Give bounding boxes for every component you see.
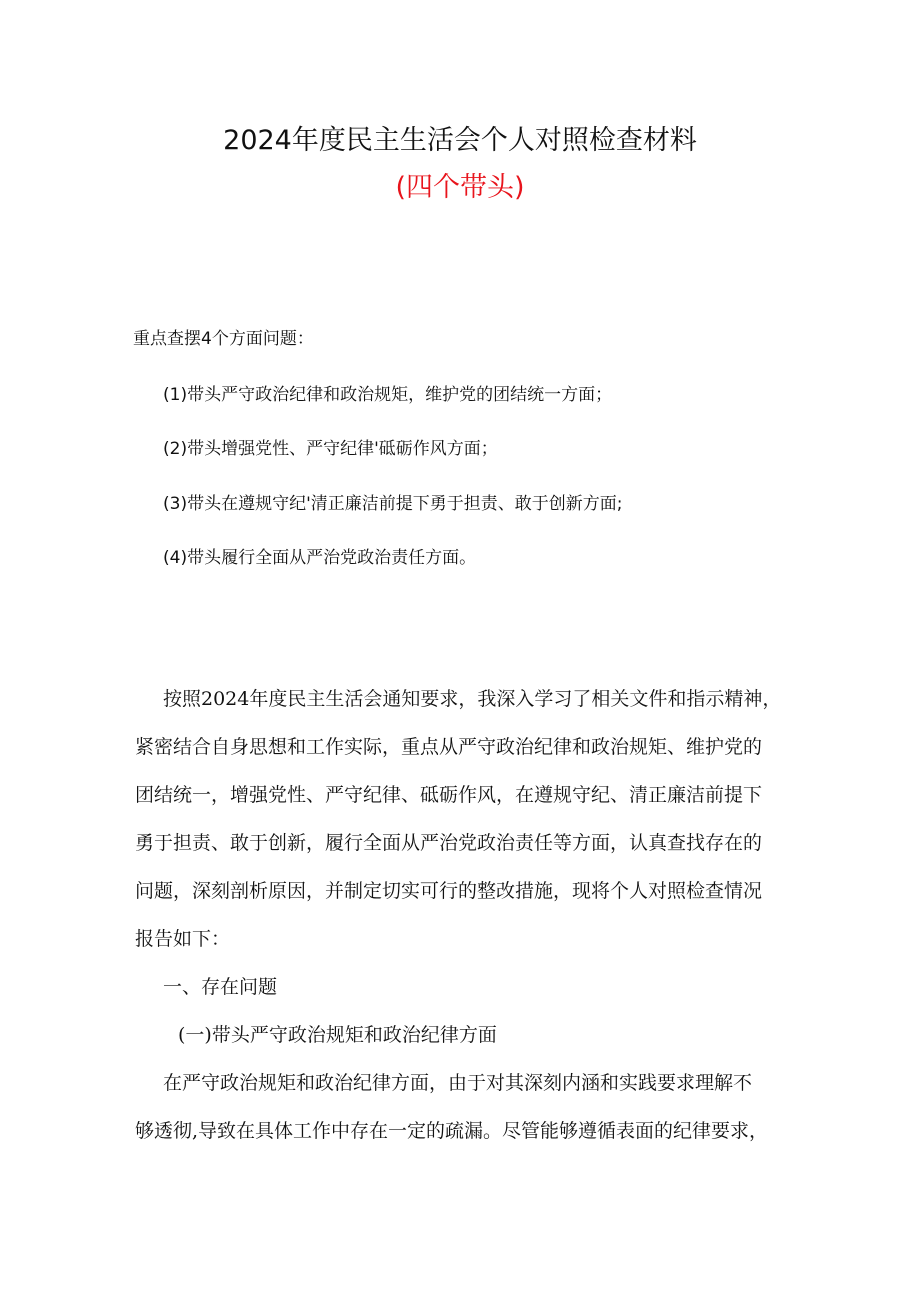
- focus-item: (2)带头增强党性、严守纪律'砥砺作风方面；: [163, 439, 498, 459]
- focus-item: (1)带头严守政治纪律和政治规矩，维护党的团结统一方面；: [163, 385, 613, 405]
- focus-item: (4)带头履行全面从严治党政治责任方面。: [163, 548, 477, 568]
- focus-item: (3)带头在遵规守纪'清正廉洁前提下勇于担责、敢于创新方面;: [163, 494, 623, 514]
- intro-line: 报告如下：: [135, 928, 231, 950]
- paragraph-line: 够透彻,导致在具体工作中存在一定的疏漏。尽管能够遵循表面的纪律要求，: [135, 1120, 769, 1142]
- focus-heading: 重点查摆4个方面问题：: [133, 329, 314, 349]
- intro-line: 问题，深刻剖析原因，并制定切实可行的整改措施，现将个人对照检查情况: [135, 880, 763, 902]
- intro-line: 团结统一，增强党性、严守纪律、砥砺作风，在遵规守纪、清正廉洁前提下: [135, 784, 763, 806]
- intro-line: 勇于担责、敢于创新，履行全面从严治党政治责任等方面，认真查找存在的: [135, 832, 763, 854]
- subsection-heading: (一)带头严守政治规矩和政治纪律方面: [178, 1024, 497, 1046]
- paragraph-line: 在严守政治规矩和政治纪律方面，由于对其深刻内涵和实践要求理解不: [163, 1072, 753, 1094]
- document-subtitle: (四个带头): [395, 172, 525, 203]
- section-heading: 一、存在问题: [163, 976, 278, 998]
- intro-line: 按照2024年度民主生活会通知要求，我深入学习了相关文件和指示精神，: [163, 688, 782, 710]
- document-title: 2024年度民主生活会个人对照检查材料: [223, 125, 697, 156]
- intro-line: 紧密结合自身思想和工作实际，重点从严守政治纪律和政治规矩、维护党的: [135, 736, 763, 758]
